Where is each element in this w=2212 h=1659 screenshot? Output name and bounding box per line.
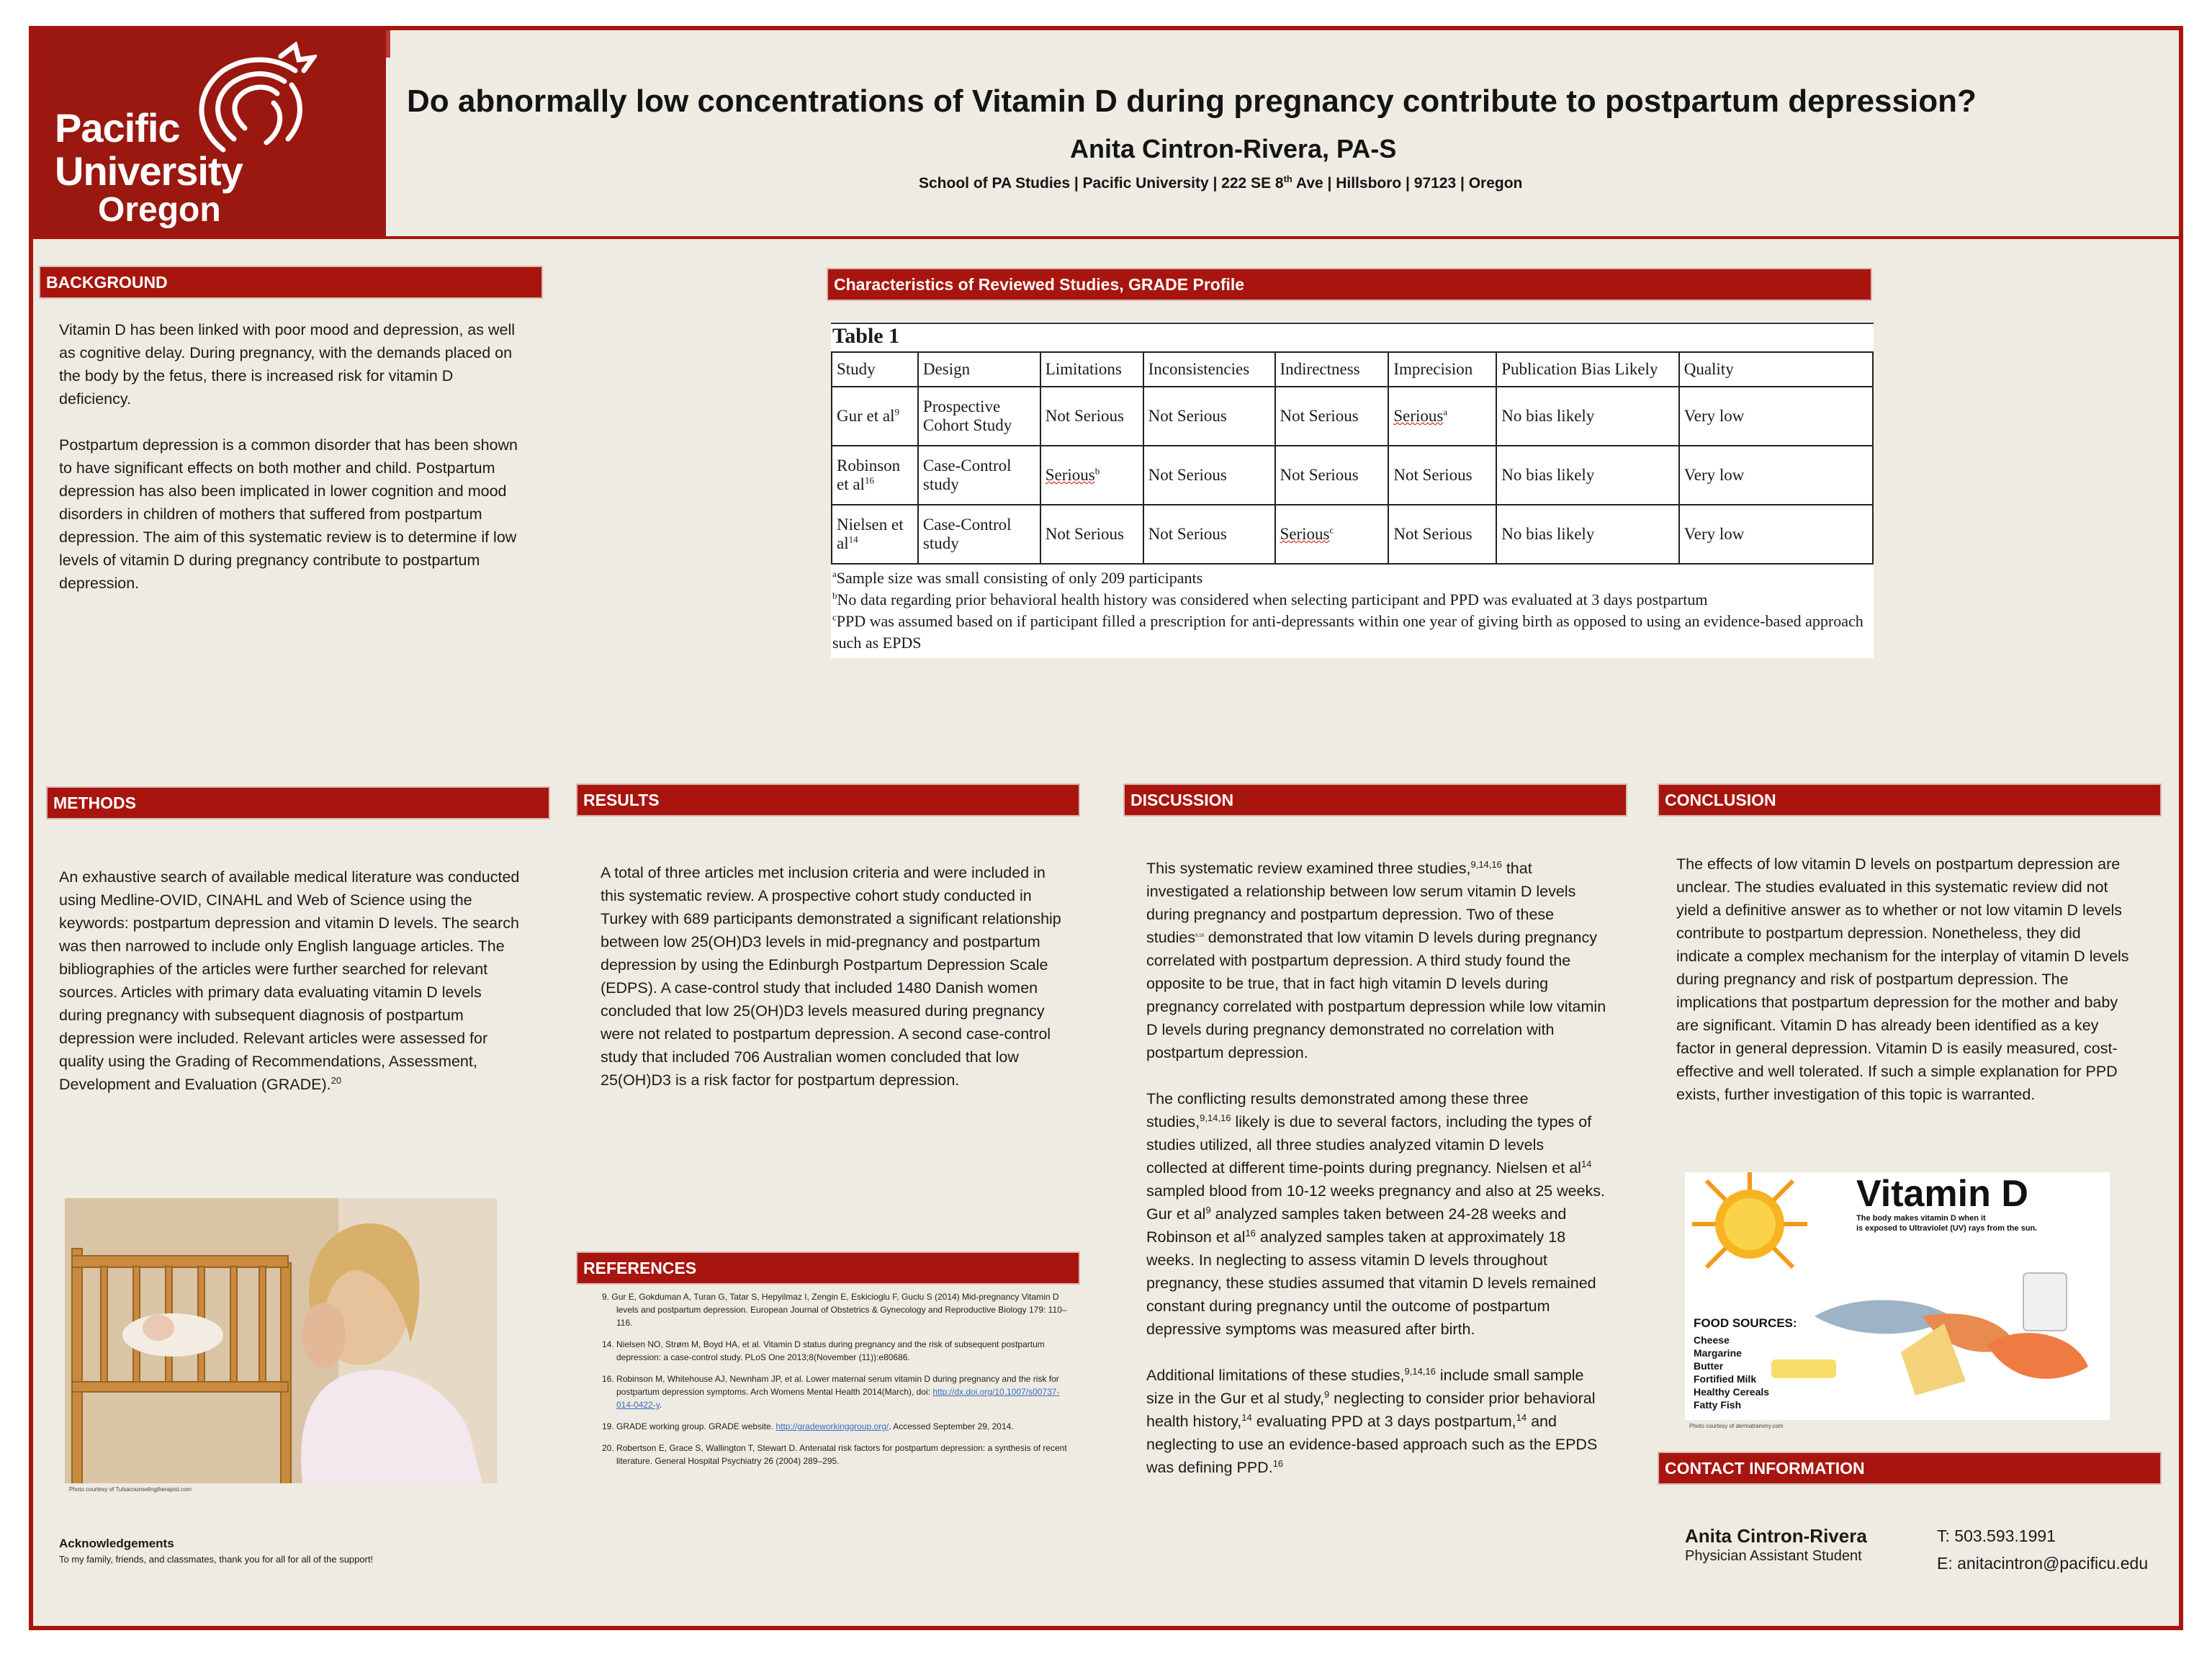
table-cell: Robinson et $al^{16}$ xyxy=(832,446,918,505)
background-text: Vitamin D has been linked with poor mood and depression, as well as cognitive delay. During pregnancy, with the demands placed on the body by the fetus, there is increased risk for vitamin D deficiency. Postpartum depression is a common disorder that has been shown to have significant effects on both mother and child. Postpartum depression has also been implicated in lower cognition and mood disorders in children of mothers that suffered from postpartum depression. The aim of this systematic review is to determine if low levels of vitamin D during pregnancy contribute to postpartum depression. xyxy=(59,321,518,592)
contact-role: Physician Assistant Student xyxy=(1685,1548,1862,1564)
reference-item: 16. Robinson M, Whitehouse AJ, Newnham JP, et al. Lower maternal serum vitamin D during pregnancy and the risk for postpartum depression symptoms. Arch Womens Mental Health 2014(March), doi: http://dx.doi.org/10.1007/s00737-014-0422-y. xyxy=(602,1374,1060,1410)
discussion-text xyxy=(1146,857,1607,1502)
contact-phone: T: 503.593.1991 xyxy=(1937,1527,2056,1545)
vitamin-d-title: Vitamin D xyxy=(1856,1173,2028,1215)
table-cell: Nielsen et $al^{14}$ xyxy=(832,505,918,564)
table-cell: Gur et $al^9$ xyxy=(832,387,918,446)
contact-name: Anita Cintron-Rivera xyxy=(1685,1525,1867,1547)
methods-text: An exhaustive search of available medical literature was conducted using Medline-OVID, CINAHL and Web of Science using the keywords: postpartum depression and vitamin D levels. The search was then narrowed to include only English language articles. The bibliographies of the articles were further searched for relevant sources. Articles with primary data evaluating vitamin D levels during pregnancy with subsequent diagnosis of postpartum depression were included. Relevant articles were assessed for quality using the Grading of Recommendations, Assessment, Development and Evaluation (GRADE).$^{20}$ xyxy=(59,868,520,1093)
discussion-paragraph: This systematic review examined three studies,$^{9,14,16}$ that investigated a relationship between low serum vitamin D levels during pregnancy and postpartum depression. Two of these studies$^{9,16}$ demonstrated that low vitamin D levels during pregnancy correlated with postpartum depression. A third study found the opposite to be true, that in fact high vitamin D levels during pregnancy correlated with postpartum depression while low vitamin D levels during pregnancy demonstrated no correlation with postpartum depression. xyxy=(1146,858,1606,1061)
table-cell: Very low xyxy=(1679,505,1873,564)
food-item: Margarine xyxy=(1694,1347,1742,1359)
poster-author: Anita Cintron-Rivera, PA-S xyxy=(1070,134,1397,163)
col-header: Inconsistencies xyxy=(1143,352,1275,387)
university-logo-text: Pacific University Oregon xyxy=(55,105,243,229)
reference-link[interactable]: http://gradeworkinggroup.org/ xyxy=(775,1421,889,1431)
table-cell: Case-Control study xyxy=(918,505,1040,564)
conclusion-heading: CONCLUSION xyxy=(1658,783,2162,817)
table-cell: No bias likely xyxy=(1496,446,1678,505)
table-top-rule xyxy=(831,323,1874,324)
col-header: Quality xyxy=(1679,352,1873,387)
vitamin-d-subtitle: is exposed to Ultraviolet (UV) rays from the sun. xyxy=(1856,1224,2038,1233)
contact-email: E: anitacintron@pacificu.edu xyxy=(1937,1554,2149,1573)
reference-item: 20. Robertson E, Grace S, Wallington T, Stewart D. Antenatal risk factors for postpartum depression: a synthesis of recent literature. General Hospital Psychiatry 26 (2004) 289–295. xyxy=(602,1443,1067,1466)
vitamin-d-infographic xyxy=(1685,1172,2110,1420)
table-section-heading: Characteristics of Reviewed Studies, GRADE Profile xyxy=(827,268,1872,301)
table-cell: Serious$^c$ xyxy=(1275,505,1389,564)
reference-link[interactable]: http://dx.doi.org/10.1007/s00737-014-0422-y xyxy=(616,1387,1060,1410)
table-row xyxy=(832,446,1873,505)
col-header: Imprecision xyxy=(1388,352,1496,387)
table-cell: Not Serious xyxy=(1143,446,1275,505)
table-cell: Not Serious xyxy=(1040,387,1143,446)
table-cell: Not Serious xyxy=(1275,387,1389,446)
food-item: Cheese xyxy=(1694,1334,1730,1346)
col-header: Study xyxy=(832,352,918,387)
results-text: A total of three articles met inclusion criteria and were included in this systematic review. A prospective cohort study conducted in Turkey with 689 participants demonstrated a significant relationship between low 25(OH)D3 levels in mid-pregnancy and postpartum depression by using the Edinburgh Postpartum Depression Scale (EDPS). A case-control study that included 1480 Danish women concluded that low 25(OH)D3 levels measured during pregnancy were not related to postpartum depression. A second case-control study that included 706 Australian women concluded that low 25(OH)D3 is a risk factor for postpartum depression. xyxy=(601,864,1061,1089)
acknowledgements-heading: Acknowledgements xyxy=(59,1537,174,1550)
table-cell: Serious$^a$ xyxy=(1388,387,1496,446)
discussion-paragraph: The conflicting results demonstrated among these three studies,$^{9,14,16}$ likely is due to several factors, including the types of studies utilized, all three studies analyzed vitamin D levels collected at different time-points during pregnancy. Nielsen et $al^{14}$ sampled blood from 10-12 weeks pregnancy and also at 25 weeks. Gur et $al^9$ analyzed samples taken between 24-28 weeks and Robinson et $al^{16}$ analyzed samples taken at approximately 18 weeks. In neglecting to assess vitamin D levels throughout pregnancy, these studies assumed that vitamin D levels remained constant during pregnancy until the outcome of postpartum depressive symptoms was measured after birth. xyxy=(1146,1090,1606,1338)
table-cell: Not Serious xyxy=(1040,505,1143,564)
header-divider xyxy=(33,236,2179,239)
table-header-row xyxy=(832,352,1873,387)
discussion-paragraph: Additional limitations of these studies,$^{9,14,16}$ include small sample size in the Gur et al study,$^9$ neglecting to consider prior behavioral health history,$^{14}$ evaluating PPD at 3 days postpartum,$^{14}$ and neglecting to use an evidence-based approach such as the EPDS was defining PPD.$^{16}$ xyxy=(1146,1365,1598,1476)
reference-item: 9. Gur E, Gokduman A, Turan G, Tatar S, Hepyilmaz I, Zengin E, Eskicioglu F, Guclu S (2014) Mid-pregnancy Vitamin D levels and postpartum depression. European Journal of Obstetrics & Gynecology and Reproductive Biology 179: 110–116. xyxy=(602,1292,1067,1328)
food-item: Butter xyxy=(1694,1360,1724,1372)
poster-affiliation: School of PA Studies | Pacific University | 222 SE 8th Ave | Hillsboro | 97123 | Oregon xyxy=(919,174,1523,192)
food-sources-heading: FOOD SOURCES: xyxy=(1694,1316,1797,1330)
table-cell: Very low xyxy=(1679,387,1873,446)
results-heading: RESULTS xyxy=(576,783,1080,817)
table-cell: No bias likely xyxy=(1496,505,1678,564)
infographic-credit: Photo courtesy of dermatrammy.com xyxy=(1689,1423,1784,1429)
references-heading: REFERENCES xyxy=(576,1251,1080,1285)
references-list xyxy=(596,1290,1071,1476)
table-footnote: $^c$PPD was assumed based on if participant filled a prescription for anti-depressants within one year of giving birth as opposed to using an evidence-based approach such as EPDS xyxy=(832,611,1863,652)
background-heading: BACKGROUND xyxy=(39,266,543,299)
poster-title: Do abnormally low concentrations of Vitamin D during pregnancy contribute to postpartum depression? xyxy=(407,84,1977,119)
photo-credit: Photo courtesy of Tulsacounselingtherapist.com xyxy=(69,1486,192,1493)
acknowledgements-text: To my family, friends, and classmates, thank you for all for all of the support! xyxy=(59,1554,374,1565)
table-cell: Very low xyxy=(1679,446,1873,505)
grade-table xyxy=(831,351,1874,565)
table-cell: Not Serious xyxy=(1143,387,1275,446)
discussion-heading: DISCUSSION xyxy=(1123,783,1627,817)
contact-heading: CONTACT INFORMATION xyxy=(1658,1452,2162,1485)
table-cell: No bias likely xyxy=(1496,387,1678,446)
table-cell: Not Serious xyxy=(1275,446,1389,505)
col-header: Indirectness xyxy=(1275,352,1389,387)
table-row xyxy=(832,505,1873,564)
table-row xyxy=(832,387,1873,446)
methods-heading: METHODS xyxy=(46,786,550,819)
col-header: Design xyxy=(918,352,1040,387)
col-header: Publication Bias Likely xyxy=(1496,352,1678,387)
food-item: Healthy Cereals xyxy=(1694,1386,1770,1398)
food-item: Fatty Fish xyxy=(1694,1399,1742,1411)
table-cell: Not Serious xyxy=(1388,446,1496,505)
mother-with-crib-image xyxy=(65,1198,497,1483)
table-footnote: $^b$No data regarding prior behavioral health history was considered when selecting participant and PPD was evaluated at 3 days postpartum xyxy=(832,590,1708,608)
col-header: Limitations xyxy=(1040,352,1143,387)
reference-item: 19. GRADE working group. GRADE website. http://gradeworkinggroup.org/. Accessed September 29, 2014. xyxy=(602,1421,1014,1431)
table-cell: Not Serious xyxy=(1143,505,1275,564)
food-sources-list xyxy=(1694,1334,1769,1411)
table-cell: Case-Control study xyxy=(918,446,1040,505)
vitamin-d-subtitle: The body makes vitamin D when it xyxy=(1856,1214,1986,1223)
reference-item: 14. Nielsen NO, Strøm M, Boyd HA, et al. Vitamin D status during pregnancy and the risk of subsequent postpartum depression: a case-control study. PLoS One 2013;8(November (11)):e80686. xyxy=(602,1339,1045,1362)
table-cell: Not Serious xyxy=(1388,505,1496,564)
conclusion-text: The effects of low vitamin D levels on postpartum depression are unclear. The studies evaluated in this systematic review did not yield a definitive answer as to whether or not low vitamin D levels contribute to postpartum depression. Nonetheless, they did indicate a complex mechanism for the interplay of vitamin D levels during pregnancy and risk of postpartum depression. The implications that postpartum depression for the mother and baby are significant. Vitamin D has already been identified as a key factor in general depression. Vitamin D is easily measured, cost-effective and well tolerated. If such a simple explanation for PPD exists, further investigation of this topic is warranted. xyxy=(1676,855,2129,1103)
table-footnote: $^a$Sample size was small consisting of only 209 participants xyxy=(832,568,1203,587)
mother-photo xyxy=(65,1198,497,1483)
food-item: Fortified Milk xyxy=(1694,1373,1757,1385)
grade-table-area xyxy=(831,321,1874,658)
table-caption: Table 1 xyxy=(832,324,900,348)
table-cell: Prospective Cohort Study xyxy=(918,387,1040,446)
table-cell: Serious$^b$ xyxy=(1040,446,1143,505)
